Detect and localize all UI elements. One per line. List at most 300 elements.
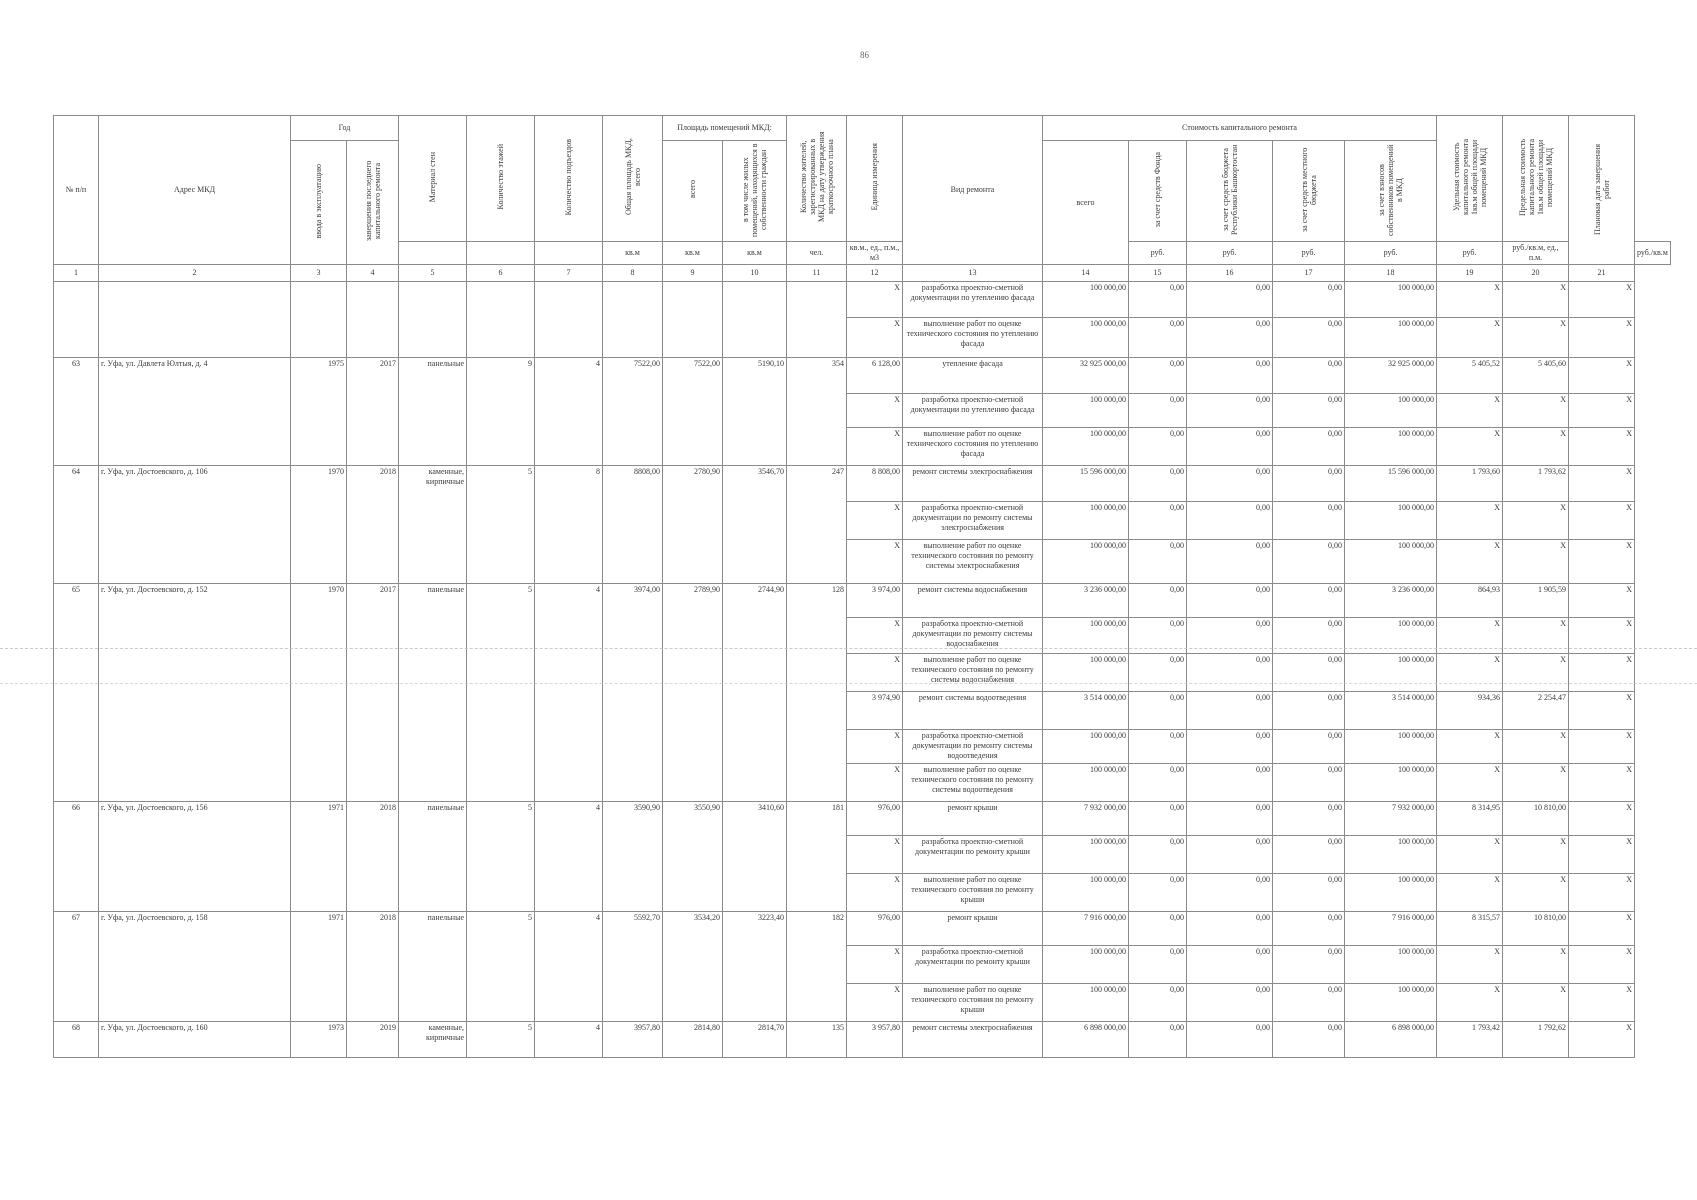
col-number: 15 [1129,265,1187,282]
max-cost: X [1503,946,1569,984]
cost-owners: 100 000,00 [1345,540,1437,584]
specific-cost: 1 793,60 [1437,466,1503,502]
unit-value: X [847,874,903,912]
specific-cost: X [1437,730,1503,764]
cost-fund: 0,00 [1129,874,1187,912]
unit-cell: руб. [1187,242,1273,265]
specific-cost: X [1437,836,1503,874]
cost-owners: 15 596 000,00 [1345,466,1437,502]
unit-value: X [847,836,903,874]
unit-cell: руб. [1345,242,1437,265]
col-number: 7 [535,265,603,282]
entrances: 4 [535,584,603,802]
repair-type: выполнение работ по оценке технического состояния по ремонту системы водоотведения [903,764,1043,802]
area-private: 2744,90 [723,584,787,802]
area-total: 3550,90 [663,802,723,912]
repair-type: ремонт системы электроснабжения [903,1022,1043,1058]
col-number: 14 [1043,265,1129,282]
cost-local: 0,00 [1273,1022,1345,1058]
wall-material: каменные, кирпичные [399,466,467,584]
cost-fund: 0,00 [1129,692,1187,730]
unit-value: 976,00 [847,802,903,836]
cost-owners: 100 000,00 [1345,318,1437,358]
cost-local: 0,00 [1273,540,1345,584]
unit-cell: кв.м [723,242,787,265]
col-number: 20 [1503,265,1569,282]
cost-total: 100 000,00 [1043,282,1129,318]
unit-value: 6 128,00 [847,358,903,394]
specific-cost: 8 315,57 [1437,912,1503,946]
unit-value: X [847,428,903,466]
unit-value: X [847,984,903,1022]
floors: 5 [467,584,535,802]
cost-republic: 0,00 [1187,466,1273,502]
empty-cell [347,282,399,358]
cost-fund: 0,00 [1129,836,1187,874]
cost-owners: 100 000,00 [1345,428,1437,466]
unit-cell: руб./кв.м [1635,242,1671,265]
cost-local: 0,00 [1273,764,1345,802]
planned-date: X [1569,802,1635,836]
cost-local: 0,00 [1273,358,1345,394]
entrances: 4 [535,802,603,912]
table-row [54,1022,1671,1058]
cost-republic: 0,00 [1187,802,1273,836]
year-completion: 2018 [347,802,399,912]
cost-fund: 0,00 [1129,466,1187,502]
cost-total: 7 932 000,00 [1043,802,1129,836]
cost-republic: 0,00 [1187,1022,1273,1058]
planned-date: X [1569,318,1635,358]
unit-cell: кв.м [663,242,723,265]
unit-value: X [847,540,903,584]
max-cost: 1 905,59 [1503,584,1569,618]
building-address: г. Уфа, ул. Достоевского, д. 152 [99,584,291,802]
cost-fund: 0,00 [1129,764,1187,802]
cost-total: 100 000,00 [1043,730,1129,764]
specific-cost: X [1437,540,1503,584]
floors: 5 [467,912,535,1022]
year-commission: 1970 [291,466,347,584]
header-address: Адрес МКД [99,116,291,265]
planned-date: X [1569,946,1635,984]
cost-owners: 3 236 000,00 [1345,584,1437,618]
year-completion: 2017 [347,584,399,802]
cost-local: 0,00 [1273,912,1345,946]
unit-value: X [847,946,903,984]
unit-cell: руб./кв.м, ед., п.м. [1503,242,1569,265]
residents: 247 [787,466,847,584]
specific-cost: X [1437,764,1503,802]
planned-date: X [1569,428,1635,466]
specific-cost: X [1437,318,1503,358]
residents: 354 [787,358,847,466]
cost-fund: 0,00 [1129,584,1187,618]
cost-republic: 0,00 [1187,764,1273,802]
cost-republic: 0,00 [1187,984,1273,1022]
cost-total: 100 000,00 [1043,946,1129,984]
max-cost: 2 254,47 [1503,692,1569,730]
header-area-private: в том числе жилых помещений, находящихся в собственности граждан [723,141,787,242]
area-total: 3534,20 [663,912,723,1022]
entrances: 8 [535,466,603,584]
cost-total: 100 000,00 [1043,764,1129,802]
max-cost: 5 405,60 [1503,358,1569,394]
cost-republic: 0,00 [1187,654,1273,692]
cost-local: 0,00 [1273,466,1345,502]
col-number: 13 [903,265,1043,282]
year-commission: 1970 [291,584,347,802]
empty-cell [399,282,467,358]
empty-cell [603,282,663,358]
area-total: 2780,90 [663,466,723,584]
cost-owners: 100 000,00 [1345,618,1437,654]
unit-cell: кв.м., ед., п.м., м3 [847,242,903,265]
header-total-area: Общая площадь МКД, всего [603,116,663,242]
unit-cell: чел. [787,242,847,265]
capital-repair-table [53,115,1671,1058]
cost-total: 100 000,00 [1043,836,1129,874]
planned-date: X [1569,584,1635,618]
cost-fund: 0,00 [1129,802,1187,836]
wall-material: панельные [399,802,467,912]
cost-republic: 0,00 [1187,730,1273,764]
cost-owners: 100 000,00 [1345,984,1437,1022]
cost-local: 0,00 [1273,730,1345,764]
specific-cost: X [1437,282,1503,318]
cost-owners: 100 000,00 [1345,836,1437,874]
unit-value: X [847,282,903,318]
repair-type: разработка проектно-сметной документации по ремонту крыши [903,946,1043,984]
building-address: г. Уфа, ул. Достоевского, д. 158 [99,912,291,1022]
cost-owners: 100 000,00 [1345,730,1437,764]
table-row [54,912,1671,946]
specific-cost: X [1437,654,1503,692]
planned-date: X [1569,984,1635,1022]
cost-total: 100 000,00 [1043,618,1129,654]
cost-local: 0,00 [1273,654,1345,692]
building-number: 67 [54,912,99,1022]
unit-value: 3 957,80 [847,1022,903,1058]
cost-fund: 0,00 [1129,654,1187,692]
empty-cell [291,282,347,358]
cost-republic: 0,00 [1187,946,1273,984]
table-row [54,358,1671,394]
cost-total: 100 000,00 [1043,318,1129,358]
wall-material: каменные, кирпичные [399,1022,467,1058]
planned-date: X [1569,618,1635,654]
table-row [54,466,1671,502]
cost-fund: 0,00 [1129,428,1187,466]
empty-cell [535,282,603,358]
header-cost-republic: за счет средств бюджета Республики Башкортостан [1187,141,1273,242]
building-number: 68 [54,1022,99,1058]
total-area: 5592,70 [603,912,663,1022]
floors: 5 [467,1022,535,1058]
cost-owners: 100 000,00 [1345,394,1437,428]
cost-local: 0,00 [1273,428,1345,466]
cost-local: 0,00 [1273,502,1345,540]
table-header [54,116,1671,282]
cost-total: 100 000,00 [1043,874,1129,912]
cost-fund: 0,00 [1129,1022,1187,1058]
unit-value: 3 974,00 [847,584,903,618]
specific-cost: X [1437,874,1503,912]
cost-republic: 0,00 [1187,428,1273,466]
table-row [54,584,1671,618]
header-cost-group: Стоимость капитального ремонта [1043,116,1437,141]
col-number: 3 [291,265,347,282]
max-cost: X [1503,428,1569,466]
repair-type: ремонт системы водоснабжения [903,584,1043,618]
col-number: 8 [603,265,663,282]
header-repair-type: Вид ремонта [903,116,1043,265]
table-row [54,802,1671,836]
year-completion: 2017 [347,358,399,466]
building-address: г. Уфа, ул. Достоевского, д. 160 [99,1022,291,1058]
col-number: 16 [1187,265,1273,282]
repair-type: ремонт системы электроснабжения [903,466,1043,502]
header-number: № п/п [54,116,99,265]
cost-local: 0,00 [1273,836,1345,874]
repair-type: выполнение работ по оценке технического состояния по утеплению фасада [903,318,1043,358]
cost-fund: 0,00 [1129,502,1187,540]
year-completion: 2018 [347,466,399,584]
planned-date: X [1569,282,1635,318]
planned-date: X [1569,730,1635,764]
entrances: 4 [535,1022,603,1058]
header-planned-date: Плановая дата завершения работ [1569,116,1635,265]
wall-material: панельные [399,912,467,1022]
cost-local: 0,00 [1273,874,1345,912]
wall-material: панельные [399,584,467,802]
unit-value: X [847,730,903,764]
area-total: 2814,80 [663,1022,723,1058]
repair-type: выполнение работ по оценке технического состояния по ремонту крыши [903,874,1043,912]
header-residents: Количество жителей, зарегистрированных в МКД на дату утверждения краткосрочного плана [787,116,847,242]
cost-republic: 0,00 [1187,394,1273,428]
entrances: 4 [535,358,603,466]
floors: 5 [467,802,535,912]
planned-date: X [1569,540,1635,584]
cost-fund: 0,00 [1129,394,1187,428]
max-cost: X [1503,984,1569,1022]
cost-owners: 7 932 000,00 [1345,802,1437,836]
cost-total: 3 236 000,00 [1043,584,1129,618]
planned-date: X [1569,502,1635,540]
unit-value: X [847,318,903,358]
unit-cell: руб. [1273,242,1345,265]
cost-local: 0,00 [1273,318,1345,358]
cost-republic: 0,00 [1187,836,1273,874]
unit-value: X [847,618,903,654]
max-cost: 1 792,62 [1503,1022,1569,1058]
header-wall-material: Материал стен [399,116,467,242]
max-cost: X [1503,730,1569,764]
cost-total: 100 000,00 [1043,540,1129,584]
year-commission: 1973 [291,1022,347,1058]
cost-local: 0,00 [1273,394,1345,428]
col-number: 17 [1273,265,1345,282]
cost-owners: 100 000,00 [1345,874,1437,912]
table-body [54,282,1671,1058]
col-number: 18 [1345,265,1437,282]
cost-owners: 100 000,00 [1345,282,1437,318]
area-private: 2814,70 [723,1022,787,1058]
repair-type: разработка проектно-сметной документации по ремонту системы водоснабжения [903,618,1043,654]
cost-republic: 0,00 [1187,358,1273,394]
year-commission: 1971 [291,802,347,912]
area-private: 3546,70 [723,466,787,584]
cost-republic: 0,00 [1187,912,1273,946]
cost-total: 100 000,00 [1043,502,1129,540]
unit-cell: руб. [1129,242,1187,265]
planned-date: X [1569,466,1635,502]
max-cost: X [1503,654,1569,692]
floors: 9 [467,358,535,466]
cost-total: 100 000,00 [1043,428,1129,466]
year-commission: 1971 [291,912,347,1022]
header-entrances: Количество подъездов [535,116,603,242]
cost-total: 7 916 000,00 [1043,912,1129,946]
cost-local: 0,00 [1273,946,1345,984]
header-area-total: всего [663,141,723,242]
cost-owners: 3 514 000,00 [1345,692,1437,730]
repair-type: выполнение работ по оценке технического состояния по ремонту системы водоснабжения [903,654,1043,692]
unit-cell: руб. [1437,242,1503,265]
cost-total: 6 898 000,00 [1043,1022,1129,1058]
specific-cost: X [1437,502,1503,540]
specific-cost: 934,36 [1437,692,1503,730]
empty-cell [723,282,787,358]
repair-type: разработка проектно-сметной документации по утеплению фасада [903,282,1043,318]
cost-republic: 0,00 [1187,282,1273,318]
max-cost: 10 810,00 [1503,912,1569,946]
building-number [54,282,99,358]
repair-type: ремонт крыши [903,912,1043,946]
header-year-commission: ввода в эксплуатацию [291,141,347,265]
cost-owners: 100 000,00 [1345,654,1437,692]
total-area: 3974,00 [603,584,663,802]
max-cost: X [1503,502,1569,540]
header-area-group: Площадь помещений МКД: [663,116,787,141]
col-number: 12 [847,265,903,282]
cost-local: 0,00 [1273,584,1345,618]
cost-fund: 0,00 [1129,318,1187,358]
repair-type: разработка проектно-сметной документации по ремонту системы электроснабжения [903,502,1043,540]
cost-total: 100 000,00 [1043,984,1129,1022]
unit-value: X [847,654,903,692]
area-private: 5190,10 [723,358,787,466]
planned-date: X [1569,692,1635,730]
empty-cell [787,282,847,358]
repair-type: выполнение работ по оценке технического состояния по ремонту крыши [903,984,1043,1022]
cost-owners: 32 925 000,00 [1345,358,1437,394]
col-number: 6 [467,265,535,282]
unit-cell [399,242,467,265]
specific-cost: 1 793,42 [1437,1022,1503,1058]
unit-value: X [847,502,903,540]
building-address: г. Уфа, ул. Достоевского, д. 106 [99,466,291,584]
cost-owners: 7 916 000,00 [1345,912,1437,946]
building-address: г. Уфа, ул. Давлета Юлтыя, д. 4 [99,358,291,466]
cost-total: 32 925 000,00 [1043,358,1129,394]
cost-owners: 6 898 000,00 [1345,1022,1437,1058]
repair-type: выполнение работ по оценке технического состояния по утеплению фасада [903,428,1043,466]
building-address: г. Уфа, ул. Достоевского, д. 156 [99,802,291,912]
cost-owners: 100 000,00 [1345,764,1437,802]
max-cost: X [1503,836,1569,874]
cost-local: 0,00 [1273,618,1345,654]
cost-fund: 0,00 [1129,358,1187,394]
planned-date: X [1569,764,1635,802]
cost-total: 15 596 000,00 [1043,466,1129,502]
residents: 181 [787,802,847,912]
specific-cost: 8 314,95 [1437,802,1503,836]
specific-cost: X [1437,618,1503,654]
total-area: 7522,00 [603,358,663,466]
wall-material: панельные [399,358,467,466]
col-number: 1 [54,265,99,282]
area-total: 2789,90 [663,584,723,802]
max-cost: 1 793,62 [1503,466,1569,502]
cost-republic: 0,00 [1187,318,1273,358]
cost-local: 0,00 [1273,282,1345,318]
cost-total: 3 514 000,00 [1043,692,1129,730]
unit-cell: кв.м [603,242,663,265]
cost-local: 0,00 [1273,984,1345,1022]
cost-fund: 0,00 [1129,730,1187,764]
area-private: 3410,60 [723,802,787,912]
area-private: 3223,40 [723,912,787,1022]
header-floors: Количество этажей [467,116,535,242]
residents: 182 [787,912,847,1022]
max-cost: X [1503,318,1569,358]
residents: 135 [787,1022,847,1058]
page-number: 86 [860,50,869,60]
building-address [99,282,291,358]
year-completion: 2018 [347,912,399,1022]
unit-value: X [847,764,903,802]
header-specific-cost: Удельная стоимость капитального ремонта 1кв.м общей площади помещений МКД [1437,116,1503,242]
repair-type: разработка проектно-сметной документации по ремонту крыши [903,836,1043,874]
unit-value: 8 808,00 [847,466,903,502]
planned-date: X [1569,394,1635,428]
planned-date: X [1569,874,1635,912]
cost-fund: 0,00 [1129,540,1187,584]
floors: 5 [467,466,535,584]
total-area: 3957,80 [603,1022,663,1058]
cost-owners: 100 000,00 [1345,946,1437,984]
unit-value: 3 974,90 [847,692,903,730]
header-cost-local: за счет средств местного бюджета [1273,141,1345,242]
header-year-group: Год [291,116,399,141]
max-cost: X [1503,282,1569,318]
specific-cost: 864,93 [1437,584,1503,618]
specific-cost: X [1437,428,1503,466]
cost-local: 0,00 [1273,802,1345,836]
repair-type: утепление фасада [903,358,1043,394]
unit-value: X [847,394,903,428]
repair-type: ремонт крыши [903,802,1043,836]
repair-type: разработка проектно-сметной документации по ремонту системы водоотведения [903,730,1043,764]
repair-type: ремонт системы водоотведения [903,692,1043,730]
col-number: 11 [787,265,847,282]
header-cost-fund: за счет средств Фонда [1129,141,1187,242]
cost-republic: 0,00 [1187,584,1273,618]
building-number: 63 [54,358,99,466]
cost-republic: 0,00 [1187,502,1273,540]
